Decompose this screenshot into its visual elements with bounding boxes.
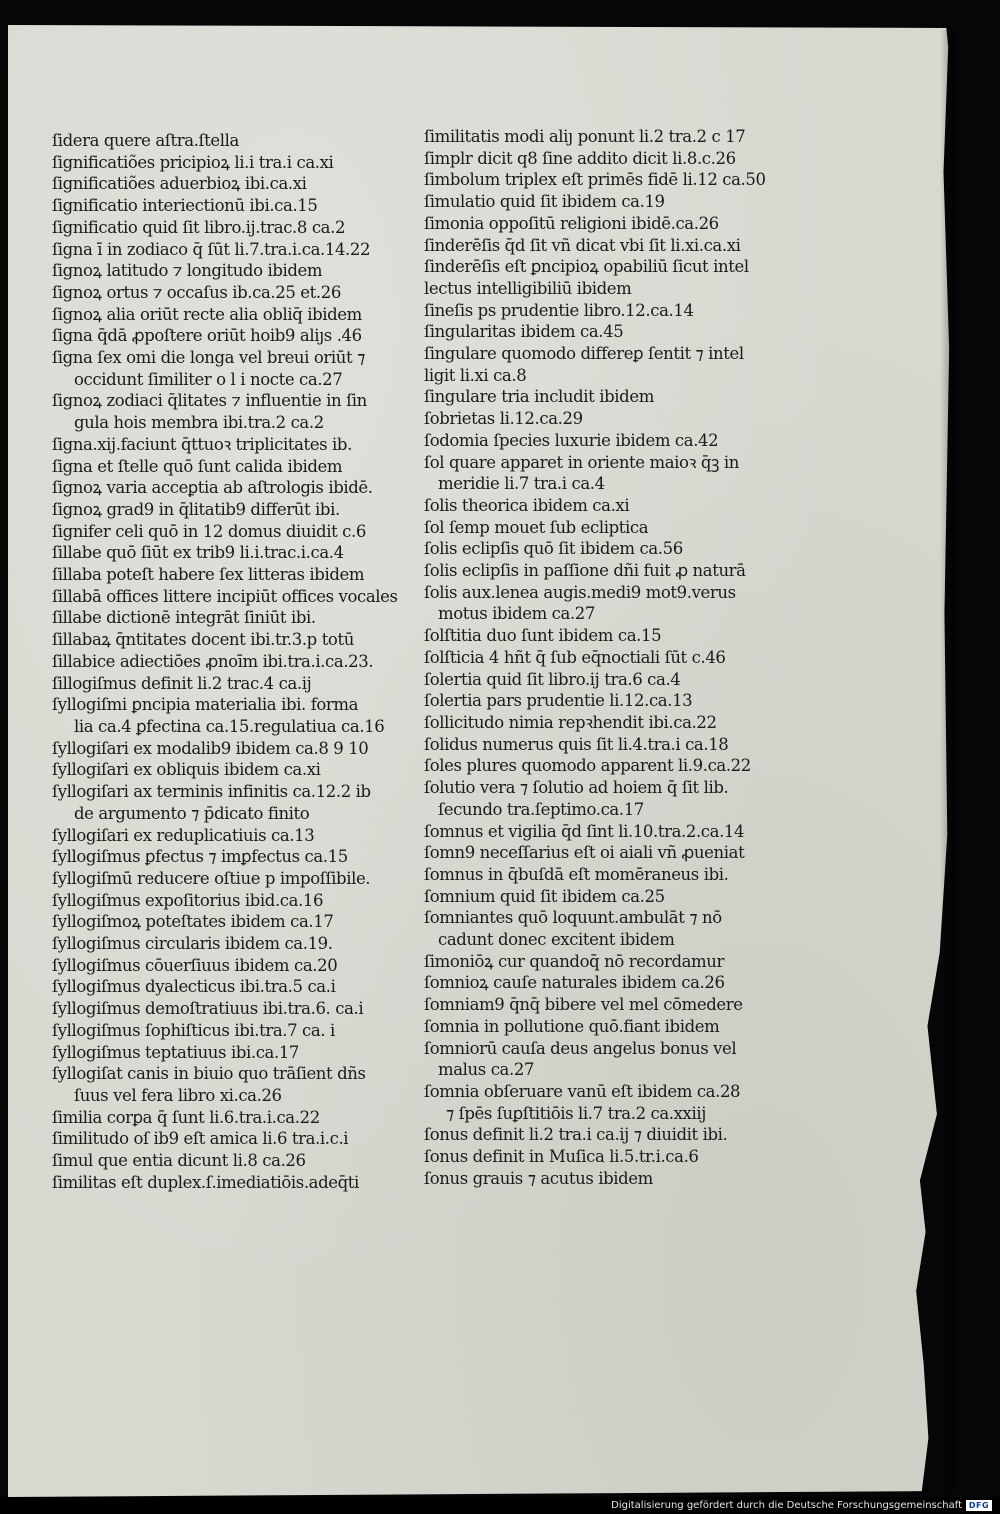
- index-entry: ſomniam9 q̄nq̄ bibere vel mel cōmedere: [424, 995, 743, 1015]
- index-entry: ſolertia quid ſit libro.ij tra.6 ca.4: [424, 669, 681, 689]
- index-entry: ſigna et ſtelle quō ſunt calida ibidem: [52, 456, 343, 476]
- index-entry: ſillabā offices littere incipiūt offices vocales: [52, 586, 398, 606]
- index-entry: ſomnia in pollutione quō.fiant ibidem: [424, 1016, 720, 1036]
- digitization-credit: Digitalisierung gefördert durch die Deutsche Forschungsgemeinschaft: [611, 1500, 962, 1511]
- index-entry: ſimilitatis modi aliȷ ponunt li.2 tra.2 c 17: [424, 127, 746, 146]
- index-column-right: [424, 126, 794, 1189]
- index-entry: ſyllogiſmus cōuerſiuus ibidem ca.20: [52, 955, 338, 975]
- index-entry: ſolis aux.lenea augis.medi9 mot9.verus: [424, 582, 736, 602]
- index-entry: ſodomia ſpecies luxurie ibidem ca.42: [424, 430, 719, 450]
- index-entry: ſyllogiſat canis in biuio quo trāſient dñs: [52, 1064, 366, 1084]
- index-entry: ſyllogiſari ex reduplicatiuis ca.13: [52, 825, 315, 845]
- index-entry: ſomniantes quō loquunt.ambulāt ⁊ nō: [424, 908, 722, 928]
- index-entry: ſomnus in q̄buſdā eſt momēraneus ibi.: [424, 864, 729, 884]
- index-entry: ſillogiſmus definit li.2 trac.4 ca.ij: [52, 673, 312, 693]
- index-entry: ſingulare quomodo differeꝑ ſentit ⁊ intel: [424, 344, 744, 364]
- index-entry: occidunt ſimiliter o l i nocte ca.27: [74, 369, 343, 389]
- index-entry: ſol ſemp mouet ſub ecliptica: [424, 517, 649, 537]
- index-entry: ſyllogiſmus expoſitorius ibid.ca.16: [52, 890, 324, 910]
- index-entry: ſimplr dicit q8 ſine addito dicit li.8.c.26: [424, 148, 736, 168]
- index-entry: lectus intelligibiliū ibidem: [424, 278, 632, 298]
- index-entry: ſolis eclipſis in paſſione dñi fuit ꝓ naturā: [424, 561, 746, 581]
- index-entry: ſomnus et vigilia q̄d ſint li.10.tra.2.ca.14: [424, 821, 745, 841]
- index-entry: ſingularitas ibidem ca.45: [424, 322, 624, 342]
- index-entry: ſyllogiſari ax terminis infinitis ca.12.2 ib: [52, 782, 371, 802]
- index-entry: ſonus definit li.2 tra.i ca.ij ⁊ diuidit ibi.: [424, 1125, 728, 1145]
- index-entry: ſinderēſis eſt ꝑncipioꝝ opabiliū ſicut intel: [424, 257, 749, 277]
- index-entry: ſignoꝝ latitudo ⁊ longitudo ibidem: [52, 261, 323, 281]
- index-entry: ſimoniōꝝ cur quandoq̄ nō recordamur: [424, 951, 725, 971]
- index-entry: ſomniorū cauſa deus angelus bonus vel: [424, 1038, 737, 1058]
- index-entry: ſyllogiſmus teptatiuus ibi.ca.17: [52, 1042, 300, 1062]
- index-entry: ſignoꝝ varia acceꝑtia ab aſtrologis ibidē.: [52, 478, 373, 498]
- index-entry: de argumento ⁊ p̄dicato finito: [74, 803, 310, 823]
- index-entry: ſignifer celi quō in 12 domus diuidit c.6: [52, 521, 366, 541]
- index-entry: ſecundo tra.ſeptimo.ca.17: [438, 799, 644, 819]
- index-entry: ſyllogiſari ex obliquis ibidem ca.xi: [52, 760, 321, 780]
- index-entry: lia ca.4 ꝑfectina ca.15.regulatiua ca.16: [74, 716, 385, 736]
- index-entry: ſyllogiſmus circularis ibidem ca.19.: [52, 934, 333, 954]
- index-entry: ſyllogiſari ex modalib9 ibidem ca.8 9 10: [52, 738, 369, 758]
- index-entry: ſolis eclipſis quō ſit ibidem ca.56: [424, 539, 683, 559]
- index-entry: ſignificatio quid ſit libro.ij.trac.8 ca.2: [52, 217, 346, 237]
- index-entry: ſolidus numerus quis ſit li.4.tra.i ca.18: [424, 734, 729, 754]
- index-entry: ſignoꝝ alia oriūt recte alia obliq̄ ibidem: [52, 304, 362, 324]
- index-entry: ſolis theorica ibidem ca.xi: [424, 495, 630, 515]
- index-entry: ſolſticia 4 hñt q̄ ſub eq̄noctiali ſūt c.46: [424, 647, 726, 667]
- index-entry: ſillabe quō ſiūt ex trib9 li.i.trac.i.ca.4: [52, 543, 344, 563]
- index-entry: ſyllogiſmoꝝ poteſtates ibidem ca.17: [52, 912, 334, 932]
- index-entry: ſimul que entia dicunt li.8 ca.26: [52, 1151, 306, 1171]
- index-entry: ſomnia obſeruare vanū eſt ibidem ca.28: [424, 1081, 741, 1101]
- index-entry: ſigna ī in zodiaco q̄ ſūt li.7.tra.i.ca.14.22: [52, 239, 371, 259]
- index-entry: ſyllogiſmū reducere oſtiue p impoſſibile.: [52, 868, 371, 888]
- index-entry: ſigna.xij.faciunt q̄ttuoꝛ triplicitates ib.: [52, 434, 352, 454]
- index-entry: ſignificatio interiectionū ibi.ca.15: [52, 196, 318, 216]
- index-column-left: [52, 130, 412, 1193]
- index-entry: ligit li.xi ca.8: [424, 365, 527, 385]
- index-entry: ſillabaꝝ q̄ntitates docent ibi.tr.3.p totū: [52, 630, 354, 650]
- index-entry: gula hois membra ibi.tra.2 ca.2: [74, 413, 324, 433]
- index-entry: ſimilitudo oſ ib9 eſt amica li.6 tra.i.c.i: [52, 1129, 349, 1149]
- index-entry: ſingulare tria includit ibidem: [424, 387, 654, 407]
- index-entry: ſimilitas eſt duplex.ſ.imediatiōis.adeq̄ti: [52, 1172, 359, 1192]
- index-entry: ſyllogiſmus ſophiſticus ibi.tra.7 ca. i: [52, 1020, 335, 1040]
- index-entry: ſonus grauis ⁊ acutus ibidem: [424, 1168, 653, 1188]
- index-entry: ſobrietas li.12.ca.29: [424, 409, 583, 429]
- index-entry: ſignificatiões aduerbioꝝ ibi.ca.xi: [52, 174, 307, 194]
- index-entry: ſimilia corꝑa q̄ ſunt li.6.tra.i.ca.22: [52, 1107, 320, 1127]
- index-entry: ſimulatio quid ſit ibidem ca.19: [424, 192, 665, 212]
- index-entry: ſol quare apparet in oriente maioꝛ q̄ꝫ in: [424, 452, 739, 472]
- index-entry: ſolutio vera ⁊ ſolutio ad hoiem q̄ ſit lib.: [424, 778, 729, 798]
- index-entry: ſonus definit in Muſica li.5.tr.i.ca.6: [424, 1147, 699, 1167]
- index-entry: ſignificatiões pricipioꝝ li.i tra.i ca.xi: [52, 152, 334, 172]
- index-entry: malus ca.27: [438, 1060, 535, 1080]
- index-entry: ſyllogiſmus ꝑfectus ⁊ imꝑfectus ca.15: [52, 847, 348, 867]
- index-entry: ſyllogiſmus demoſtratiuus ibi.tra.6. ca.i: [52, 999, 364, 1019]
- index-entry: ſigna ſex omi die longa vel breui oriūt ⁊: [52, 348, 365, 368]
- index-entry: ſomnium quid ſit ibidem ca.25: [424, 886, 665, 906]
- index-entry: ſollicitudo nimia repꝛhendit ibi.ca.22: [424, 712, 717, 732]
- index-entry: ſolſtitia duo ſunt ibidem ca.15: [424, 626, 662, 646]
- index-entry: cadunt donec excitent ibidem: [438, 930, 675, 950]
- page-edge-shadow: [940, 30, 954, 1490]
- index-entry: ſyllogiſmus dyalecticus ibi.tra.5 ca.i: [52, 977, 336, 997]
- index-entry: ſoles plures quomodo apparent li.9.ca.22: [424, 756, 751, 776]
- index-entry: ſolertia pars prudentie li.12.ca.13: [424, 691, 693, 711]
- index-entry: ſillabe dictionē integrāt ſiniūt ibi.: [52, 608, 316, 628]
- index-entry: ſidera quere aſtra.ſtella: [52, 131, 239, 150]
- index-entry: ſomnioꝝ cauſe naturales ibidem ca.26: [424, 973, 725, 993]
- index-entry: ſignoꝝ ortus ⁊ occaſus ib.ca.25 et.26: [52, 282, 341, 302]
- index-entry: meridie li.7 tra.i ca.4: [438, 474, 605, 494]
- index-entry: ſyllogiſmi ꝑncipia materialia ibi. forma: [52, 695, 359, 715]
- index-entry: ſignoꝝ grad9 in q̄litatib9 differūt ibi.: [52, 499, 340, 519]
- index-entry: ſomn9 neceſſarius eſt oi aiali vñ ꝓueniat: [424, 843, 745, 863]
- index-entry: ſinderēſis q̄d ſit vñ dicat vbi ſit li.xi.ca.xi: [424, 235, 741, 255]
- index-entry: ⁊ ſpēs ſuꝑſtitiōis li.7 tra.2 ca.xxiij: [446, 1103, 706, 1123]
- dfg-logo: DFG: [966, 1500, 992, 1511]
- index-entry: ſignoꝝ zodiaci q̄litates ⁊ influentie in ſin: [52, 391, 367, 411]
- index-entry: ſigna q̄dā ꝓpoſtere oriūt hoib9 aliȷs .46: [52, 326, 362, 346]
- index-entry: ſimbolum triplex eſt primēs fidē li.12 ca.50: [424, 170, 766, 190]
- index-entry: ſuus vel fera libro xi.ca.26: [74, 1085, 282, 1105]
- index-entry: ſillaba poteſt habere ſex litteras ibidem: [52, 565, 365, 585]
- index-entry: ſineſis ps prudentie libro.12.ca.14: [424, 300, 694, 320]
- index-entry: ſillabice adiectiōes ꝓnoīm ibi.tra.i.ca.23.: [52, 651, 374, 671]
- index-entry: ſimonia oppoſitū religioni ibidē.ca.26: [424, 213, 719, 233]
- index-entry: motus ibidem ca.27: [438, 604, 596, 624]
